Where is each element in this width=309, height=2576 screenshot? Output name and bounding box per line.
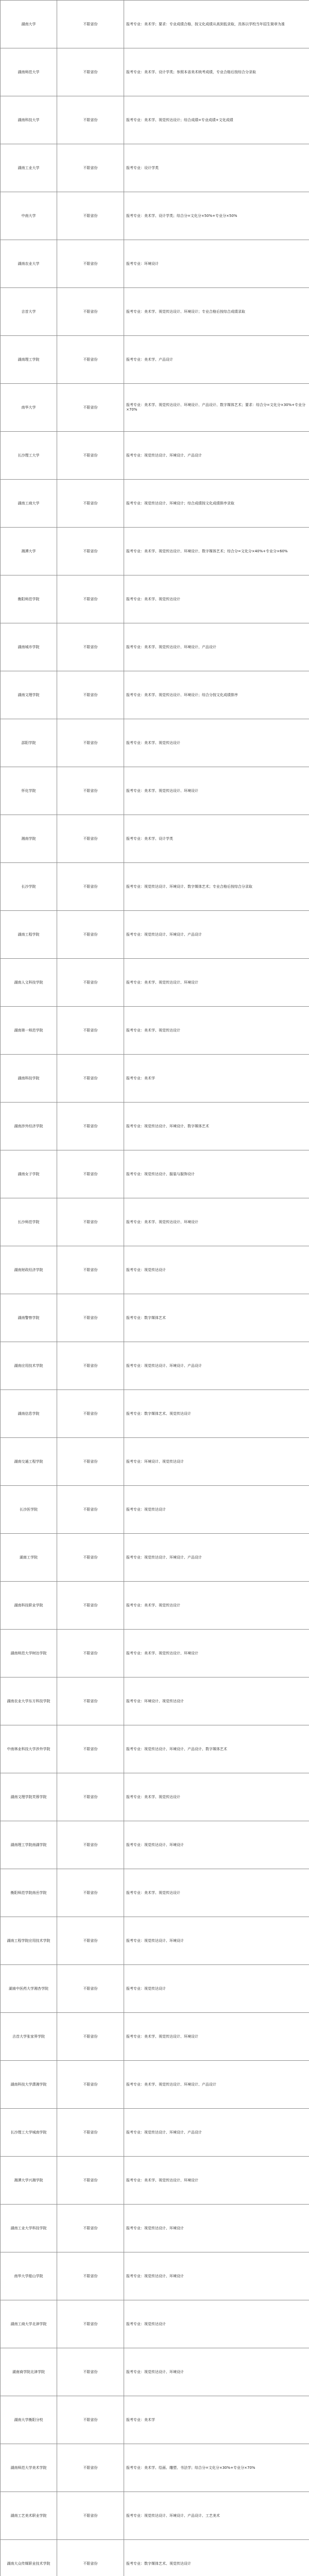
requirement-cell: 报考专业：美术学、视觉传达设计: [124, 575, 309, 623]
requirement-cell: 报考专业：美术学、视觉传达设计: [124, 1773, 309, 1821]
scope-cell: 不限省份: [57, 96, 124, 144]
requirement-cell: 报考专业：视觉传达设计、服装与服饰设计: [124, 1150, 309, 1198]
scope-cell: 不限省份: [57, 2300, 124, 2348]
table-row: [1, 623, 309, 671]
requirement-cell: 报考专业：视觉传达设计: [124, 1965, 309, 2013]
requirement-cell: 报考专业：环境设计、视觉传达设计: [124, 1677, 309, 1725]
requirement-cell: 报考专业：美术学、视觉传达设计、环境设计: [124, 2157, 309, 2205]
school-cell: 湖南商学院北津学院: [1, 2348, 57, 2396]
school-cell: 湖南工业大学科技学院: [1, 2205, 57, 2252]
table-row: [1, 1725, 309, 1773]
table-row: [1, 1, 309, 48]
school-cell: 湘潭大学兴湘学院: [1, 2157, 57, 2205]
table-row: [1, 144, 309, 192]
school-cell: 湖南大众传媒职业技术学院: [1, 2540, 57, 2576]
table-row: [1, 288, 309, 336]
school-cell: 湖南城市学院: [1, 623, 57, 671]
school-cell: 湖南师范大学美术学院: [1, 2444, 57, 2492]
school-cell: 中南林业科技大学涉外学院: [1, 1725, 57, 1773]
table-row: [1, 1150, 309, 1198]
table-row: [1, 1534, 309, 1582]
table-row: [1, 1294, 309, 1342]
scope-cell: 不限省份: [57, 1965, 124, 2013]
requirement-cell: 报考专业：美术学、设计学类；参照本省美术统考成绩，专业合格后按综合分录取: [124, 48, 309, 96]
school-cell: 湖南第一师范学院: [1, 1007, 57, 1055]
school-cell: 湖南警察学院: [1, 1294, 57, 1342]
table-row: [1, 528, 309, 575]
requirement-cell: 报考专业：视觉传达设计、环境设计、产品设计: [124, 432, 309, 480]
scope-cell: 不限省份: [57, 575, 124, 623]
table-row: [1, 96, 309, 144]
scope-cell: 不限省份: [57, 2061, 124, 2109]
table-row: [1, 2013, 309, 2061]
requirement-cell: 报考专业：视觉传达设计、环境设计、产品设计: [124, 1534, 309, 1582]
requirement-cell: 报考专业：美术学、视觉传达设计、环境设计: [124, 767, 309, 815]
table-row: [1, 2252, 309, 2300]
scope-cell: 不限省份: [57, 1917, 124, 1965]
table-row: [1, 1582, 309, 1630]
table-row: [1, 240, 309, 288]
requirement-cell: 报考专业：视觉传达设计、环境设计；综合成绩按文化成绩排序录取: [124, 480, 309, 528]
school-cell: 湖南女子学院: [1, 1150, 57, 1198]
table-row: [1, 2109, 309, 2157]
scope-cell: 不限省份: [57, 480, 124, 528]
scope-cell: 不限省份: [57, 911, 124, 959]
requirement-cell: 报考专业：视觉传达设计、环境设计、数字媒体艺术；专业合格后按综合分录取: [124, 863, 309, 911]
school-cell: 长沙医学院: [1, 1486, 57, 1534]
school-cell: 南华大学: [1, 384, 57, 432]
table-row: [1, 1486, 309, 1534]
school-cell: 湖南工学院: [1, 1534, 57, 1582]
scope-cell: 不限省份: [57, 2109, 124, 2157]
requirement-cell: 报考专业：美术学: [124, 1055, 309, 1103]
requirement-cell: 报考专业：美术学、产品设计: [124, 336, 309, 384]
table-row: [1, 575, 309, 623]
scope-cell: 不限省份: [57, 2252, 124, 2300]
requirement-cell: 报考专业：美术学、视觉传达设计: [124, 1582, 309, 1630]
scope-cell: 不限省份: [57, 1, 124, 48]
requirement-cell: 报考专业：美术学、视觉传达设计: [124, 1869, 309, 1917]
table-row: [1, 1965, 309, 2013]
school-cell: 怀化学院: [1, 767, 57, 815]
school-cell: 湖南工程学院: [1, 911, 57, 959]
requirement-cell: 报考专业：数字媒体艺术、视觉传达设计: [124, 1390, 309, 1438]
school-cell: 湖南涉外经济学院: [1, 1103, 57, 1150]
school-cell: 湖南应用技术学院: [1, 1342, 57, 1390]
scope-cell: 不限省份: [57, 384, 124, 432]
school-cell: 湖南科技职业学院: [1, 1582, 57, 1630]
school-cell: 长沙学院: [1, 863, 57, 911]
table-row: [1, 959, 309, 1007]
school-cell: 邵阳学院: [1, 719, 57, 767]
requirement-cell: 报考专业：美术学、视觉传达设计；综合成绩=专业成绩+文化成绩: [124, 96, 309, 144]
school-cell: 长沙理工大学: [1, 432, 57, 480]
table-row: [1, 1342, 309, 1390]
requirement-cell: 报考专业：美术学；要求：专业成绩合格，按文化成绩从高到低录取，具体以学校当年招生简章为准: [124, 1, 309, 48]
requirement-cell: 报考专业：美术学、设计学类: [124, 815, 309, 863]
school-cell: 湖南财政经济学院: [1, 1246, 57, 1294]
requirement-cell: 报考专业：美术学、视觉传达设计、环境设计、数字媒体艺术；综合分=文化分×40%+专业分×60%: [124, 528, 309, 575]
scope-cell: 不限省份: [57, 288, 124, 336]
requirement-cell: 报考专业：视觉传达设计: [124, 1246, 309, 1294]
school-cell: 湖南师范大学树达学院: [1, 1630, 57, 1677]
requirement-cell: 报考专业：美术学、设计学类；综合分=文化分×50%+专业分×50%: [124, 192, 309, 240]
requirement-cell: 报考专业：视觉传达设计、环境设计: [124, 1917, 309, 1965]
table-row: [1, 192, 309, 240]
scope-cell: 不限省份: [57, 1198, 124, 1246]
scope-cell: 不限省份: [57, 192, 124, 240]
school-cell: 湖南科技学院: [1, 1055, 57, 1103]
requirement-cell: 报考专业：美术学、视觉传达设计、环境设计、产品设计: [124, 2061, 309, 2109]
table-row: [1, 1007, 309, 1055]
table-row: [1, 767, 309, 815]
scope-cell: 不限省份: [57, 1773, 124, 1821]
scope-cell: 不限省份: [57, 2157, 124, 2205]
school-cell: 湖南理工学院: [1, 336, 57, 384]
table-row: [1, 1821, 309, 1869]
table-row: [1, 2396, 309, 2444]
requirement-cell: 报考专业：美术学、视觉传达设计、环境设计；综合分按文化成绩排序: [124, 671, 309, 719]
table-row: [1, 719, 309, 767]
school-cell: 湖南大学衡阳分校: [1, 2396, 57, 2444]
scope-cell: 不限省份: [57, 2540, 124, 2576]
school-cell: 南华大学船山学院: [1, 2252, 57, 2300]
requirement-cell: 报考专业：视觉传达设计、环境设计: [124, 1821, 309, 1869]
requirement-cell: 报考专业：视觉传达设计、环境设计: [124, 2348, 309, 2396]
table-row: [1, 480, 309, 528]
scope-cell: 不限省份: [57, 671, 124, 719]
scope-cell: 不限省份: [57, 1677, 124, 1725]
school-cell: 湖南中医药大学湘杏学院: [1, 1965, 57, 2013]
requirement-cell: 报考专业：视觉传达设计、环境设计、产品设计、工艺美术: [124, 2492, 309, 2540]
requirement-cell: 报考专业：视觉传达设计: [124, 1486, 309, 1534]
requirement-cell: 报考专业：美术学、视觉传达设计、环境设计: [124, 1630, 309, 1677]
table-row: [1, 1438, 309, 1486]
admission-table-body: [1, 1, 309, 2576]
table-row: [1, 2300, 309, 2348]
scope-cell: 不限省份: [57, 863, 124, 911]
scope-cell: 不限省份: [57, 1582, 124, 1630]
requirement-cell: 报考专业：视觉传达设计: [124, 2300, 309, 2348]
requirement-cell: 报考专业：数字媒体艺术、视觉传达设计: [124, 2540, 309, 2576]
scope-cell: 不限省份: [57, 48, 124, 96]
school-cell: 湖南人文科技学院: [1, 959, 57, 1007]
table-row: [1, 1677, 309, 1725]
school-cell: 湖南科技大学潇湘学院: [1, 2061, 57, 2109]
requirement-cell: 报考专业：美术学、视觉传达设计、环境设计: [124, 959, 309, 1007]
table-row: [1, 1055, 309, 1103]
table-row: [1, 48, 309, 96]
requirement-cell: 报考专业：美术学、视觉传达设计: [124, 719, 309, 767]
table-row: [1, 2540, 309, 2576]
scope-cell: 不限省份: [57, 2205, 124, 2252]
scope-cell: 不限省份: [57, 1630, 124, 1677]
table-row: [1, 1917, 309, 1965]
table-row: [1, 1246, 309, 1294]
table-row: [1, 2157, 309, 2205]
school-cell: 湖南科技大学: [1, 96, 57, 144]
scope-cell: 不限省份: [57, 1534, 124, 1582]
school-cell: 湖南工程学院应用技术学院: [1, 1917, 57, 1965]
school-cell: 衡阳师范学院南岳学院: [1, 1869, 57, 1917]
school-cell: 吉首大学张家界学院: [1, 2013, 57, 2061]
school-cell: 湖南工商大学北津学院: [1, 2300, 57, 2348]
scope-cell: 不限省份: [57, 1390, 124, 1438]
school-cell: 湖南文理学院芙蓉学院: [1, 1773, 57, 1821]
school-cell: 湖南农业大学: [1, 240, 57, 288]
requirement-cell: 报考专业：美术学: [124, 2396, 309, 2444]
table-row: [1, 2492, 309, 2540]
requirement-cell: 报考专业：美术学、视觉传达设计、环境设计: [124, 2013, 309, 2061]
scope-cell: 不限省份: [57, 2444, 124, 2492]
scope-cell: 不限省份: [57, 2013, 124, 2061]
scope-cell: 不限省份: [57, 1438, 124, 1486]
scope-cell: 不限省份: [57, 144, 124, 192]
table-row: [1, 863, 309, 911]
school-cell: 湖南大学: [1, 1, 57, 48]
scope-cell: 不限省份: [57, 2492, 124, 2540]
table-row: [1, 2061, 309, 2109]
scope-cell: 不限省份: [57, 1246, 124, 1294]
school-cell: 湘南学院: [1, 815, 57, 863]
school-cell: 长沙理工大学城南学院: [1, 2109, 57, 2157]
scope-cell: 不限省份: [57, 719, 124, 767]
table-row: [1, 2444, 309, 2492]
table-row: [1, 815, 309, 863]
school-cell: 湖南文理学院: [1, 671, 57, 719]
school-cell: 长沙师范学院: [1, 1198, 57, 1246]
requirement-cell: 报考专业：设计学类: [124, 144, 309, 192]
scope-cell: 不限省份: [57, 432, 124, 480]
school-cell: 湖南工艺美术职业学院: [1, 2492, 57, 2540]
requirement-cell: 报考专业：美术学、视觉传达设计、环境设计、产品设计: [124, 623, 309, 671]
requirement-cell: 报考专业：视觉传达设计、环境设计、数字媒体艺术: [124, 1103, 309, 1150]
school-cell: 湖南交通工程学院: [1, 1438, 57, 1486]
school-cell: 湖南工业大学: [1, 144, 57, 192]
requirement-cell: 报考专业：美术学、视觉传达设计: [124, 1007, 309, 1055]
school-cell: 衡阳师范学院: [1, 575, 57, 623]
scope-cell: 不限省份: [57, 336, 124, 384]
requirement-cell: 报考专业：美术学、视觉传达设计、环境设计: [124, 1198, 309, 1246]
requirement-cell: 报考专业：视觉传达设计、环境设计、产品设计: [124, 1342, 309, 1390]
scope-cell: 不限省份: [57, 767, 124, 815]
scope-cell: 不限省份: [57, 1725, 124, 1773]
scope-cell: 不限省份: [57, 1103, 124, 1150]
school-cell: 湖南工商大学: [1, 480, 57, 528]
scope-cell: 不限省份: [57, 1486, 124, 1534]
requirement-cell: 报考专业：视觉传达设计、环境设计、产品设计: [124, 911, 309, 959]
table-row: [1, 911, 309, 959]
table-row: [1, 2348, 309, 2396]
requirement-cell: 报考专业：环境设计、视觉传达设计: [124, 1438, 309, 1486]
requirement-cell: 报考专业：视觉传达设计、环境设计: [124, 2205, 309, 2252]
requirement-cell: 报考专业：美术学、视觉传达设计、环境设计、产品设计、数字媒体艺术；要求：综合分=文化分×30%+专业分×70%: [124, 384, 309, 432]
scope-cell: 不限省份: [57, 2348, 124, 2396]
requirement-cell: 报考专业：视觉传达设计、环境设计: [124, 2252, 309, 2300]
table-row: [1, 2205, 309, 2252]
table-row: [1, 1390, 309, 1438]
requirement-cell: 报考专业：美术学、视觉传达设计、环境设计；专业合格后按综合成绩录取: [124, 288, 309, 336]
scope-cell: 不限省份: [57, 240, 124, 288]
requirement-cell: 报考专业：环境设计: [124, 240, 309, 288]
scope-cell: 不限省份: [57, 959, 124, 1007]
table-row: [1, 1103, 309, 1150]
table-row: [1, 1630, 309, 1677]
scope-cell: 不限省份: [57, 623, 124, 671]
table-row: [1, 1869, 309, 1917]
scope-cell: 不限省份: [57, 1294, 124, 1342]
requirement-cell: 报考专业：数字媒体艺术: [124, 1294, 309, 1342]
school-cell: 湖南师范大学: [1, 48, 57, 96]
school-cell: 中南大学: [1, 192, 57, 240]
scope-cell: 不限省份: [57, 815, 124, 863]
scope-cell: 不限省份: [57, 1342, 124, 1390]
table-row: [1, 1773, 309, 1821]
scope-cell: 不限省份: [57, 1007, 124, 1055]
table-row: [1, 336, 309, 384]
table-row: [1, 384, 309, 432]
table-row: [1, 432, 309, 480]
requirement-cell: 报考专业：视觉传达设计、环境设计、产品设计、数字媒体艺术: [124, 1725, 309, 1773]
scope-cell: 不限省份: [57, 528, 124, 575]
scope-cell: 不限省份: [57, 1055, 124, 1103]
scope-cell: 不限省份: [57, 1150, 124, 1198]
scope-cell: 不限省份: [57, 1869, 124, 1917]
school-cell: 吉首大学: [1, 288, 57, 336]
requirement-cell: 报考专业：美术学、绘画、雕塑、书法学；综合分=文化分×30%+专业分×70%: [124, 2444, 309, 2492]
scope-cell: 不限省份: [57, 1821, 124, 1869]
requirement-cell: 报考专业：视觉传达设计、环境设计、产品设计: [124, 2109, 309, 2157]
school-cell: 湘潭大学: [1, 528, 57, 575]
school-cell: 湖南农业大学东方科技学院: [1, 1677, 57, 1725]
table-row: [1, 1198, 309, 1246]
scope-cell: 不限省份: [57, 2396, 124, 2444]
table-row: [1, 671, 309, 719]
school-cell: 湖南信息学院: [1, 1390, 57, 1438]
school-cell: 湖南理工学院南湖学院: [1, 1821, 57, 1869]
